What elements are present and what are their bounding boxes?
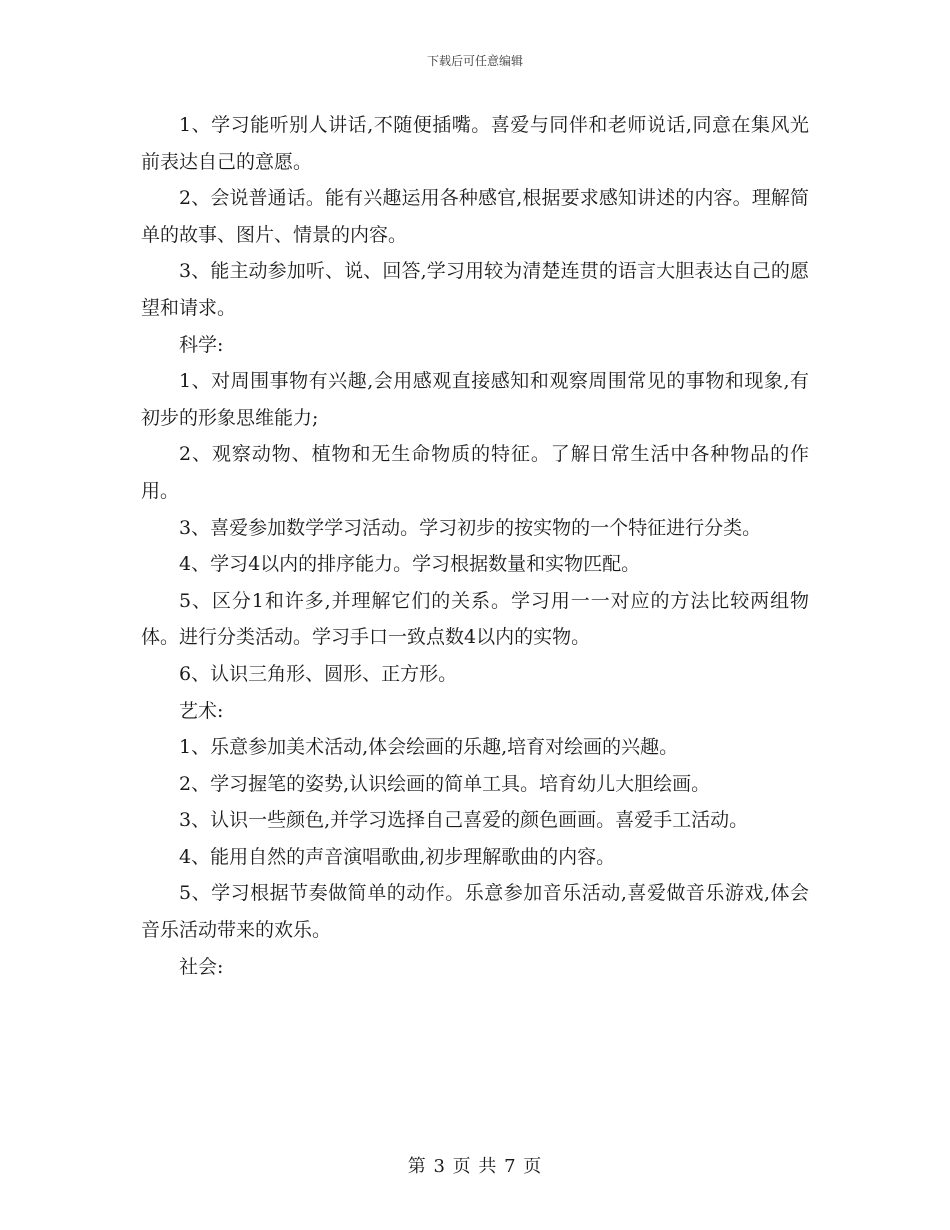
- paragraph: 5、区分1和许多,并理解它们的关系。学习用一一对应的方法比较两组物体。进行分类活动。学习手口一致点数4以内的实物。: [141, 589, 809, 649]
- paragraph: 1、乐意参加美术活动,体会绘画的乐趣,培育对绘画的兴趣。: [179, 736, 679, 759]
- page-header: 下载后可任意编辑: [426, 54, 523, 68]
- page-number: 第 3 页 共 7 页: [407, 1156, 543, 1177]
- paragraph: 5、学习根据节奏做简单的动作。乐意参加音乐活动,喜爱做音乐游戏,体会音乐活动带来的欢乐。: [141, 882, 809, 942]
- paragraph: 2、观察动物、植物和无生命物质的特征。了解日常生活中各种物品的作用。: [141, 443, 809, 502]
- section-heading-art: 艺术:: [179, 699, 224, 722]
- paragraph: 4、能用自然的声音演唱歌曲,初步理解歌曲的内容。: [179, 845, 616, 868]
- paragraph: 6、认识三角形、圆形、正方形。: [179, 662, 458, 685]
- paragraph: 3、能主动参加听、说、回答,学习用较为清楚连贯的语言大胆表达自己的愿望和请求。: [141, 260, 809, 319]
- document-body: [141, 107, 809, 985]
- paragraph: 3、喜爱参加数学学习活动。学习初步的按实物的一个特征进行分类。: [179, 516, 762, 539]
- paragraph: 2、会说普通话。能有兴趣运用各种感官,根据要求感知讲述的内容。理解简单的故事、图片、情景的内容。: [141, 187, 809, 246]
- paragraph: 1、对周围事物有兴趣,会用感观直接感知和观察周围常见的事物和现象,有初步的形象思维能力;: [141, 370, 809, 429]
- paragraph: 4、学习4以内的排序能力。学习根据数量和实物匹配。: [179, 553, 641, 576]
- paragraph: 3、认识一些颜色,并学习选择自己喜爱的颜色画画。喜爱手工活动。: [179, 809, 749, 832]
- section-heading-society: 社会:: [179, 955, 224, 978]
- section-heading-science: 科学:: [179, 333, 224, 356]
- paragraph: 1、学习能听别人讲话,不随便插嘴。喜爱与同伴和老师说话,同意在集风光前表达自己的意愿。: [141, 114, 809, 173]
- paragraph: 2、学习握笔的姿势,认识绘画的简单工具。培育幼儿大胆绘画。: [179, 772, 711, 795]
